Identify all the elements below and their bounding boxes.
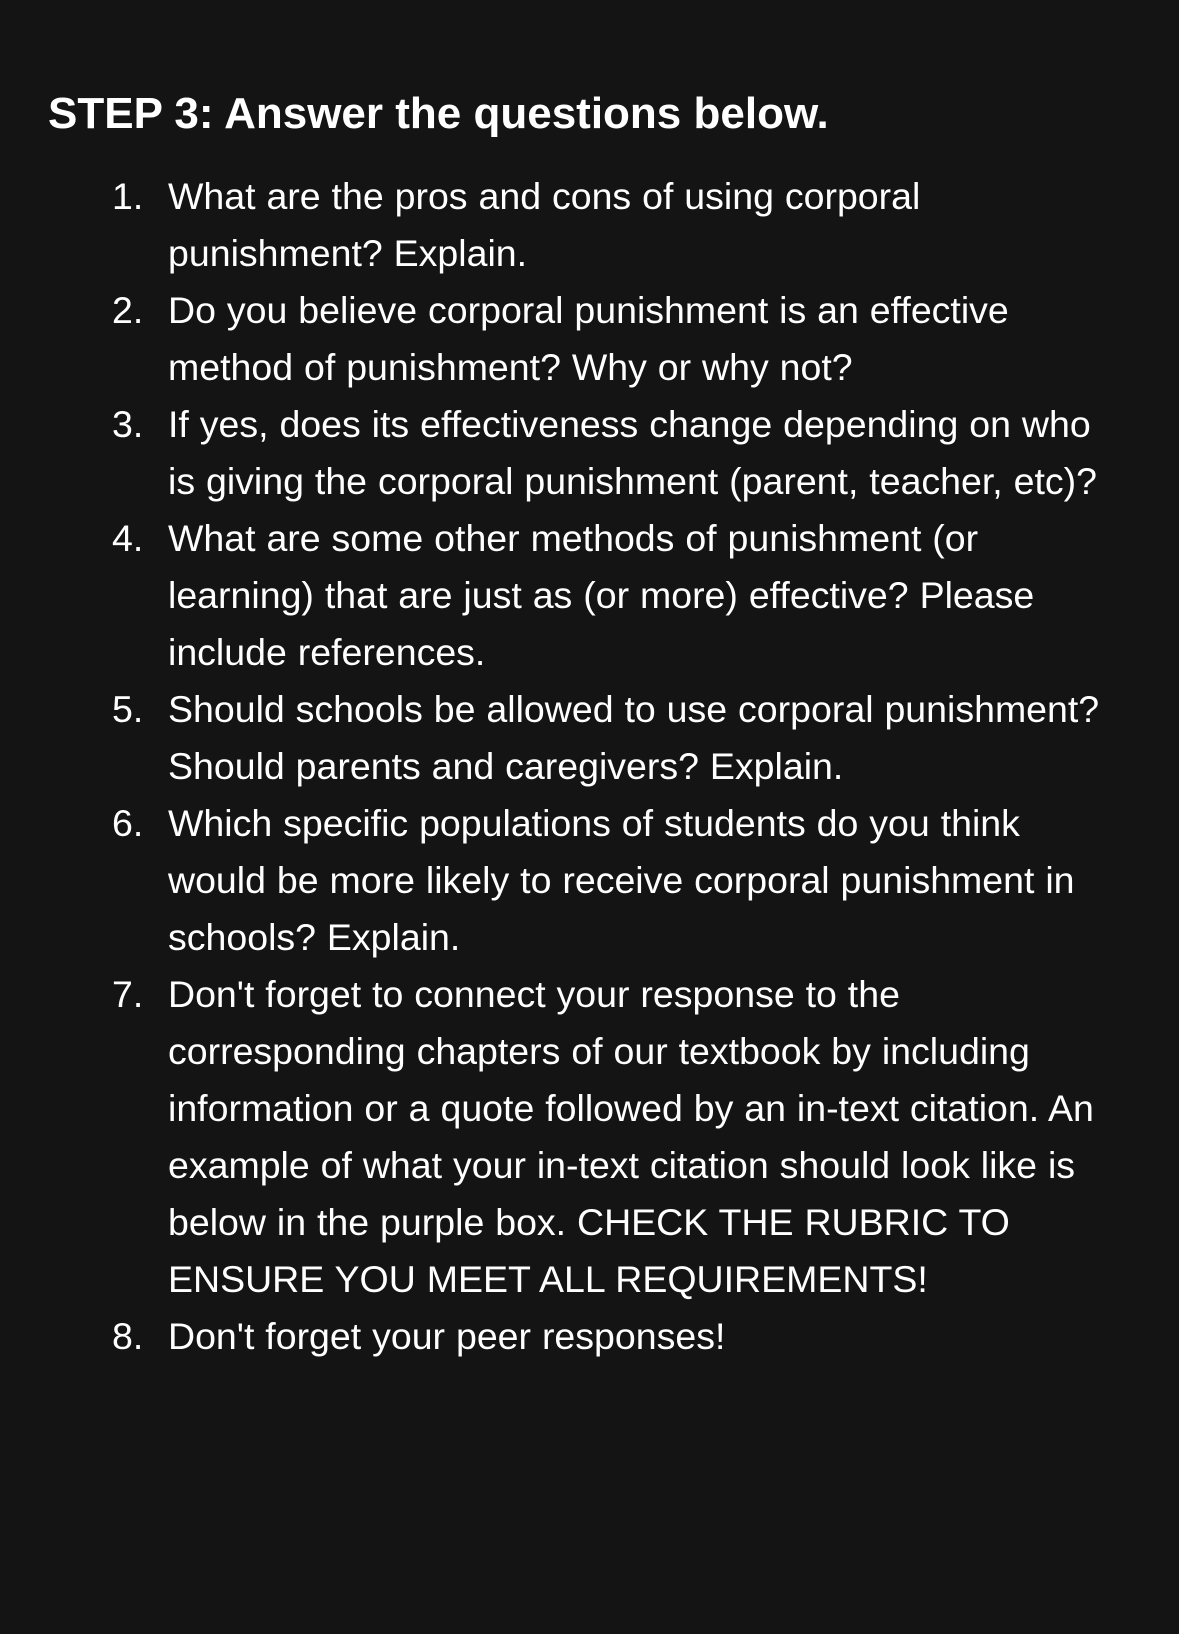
question-number: 2.	[112, 289, 144, 331]
question-item	[0, 282, 1179, 396]
question-number: 7.	[112, 973, 144, 1015]
question-number: 1.	[112, 175, 144, 217]
question-item	[0, 168, 1179, 282]
question-text: If yes, does its effectiveness change depending on who is giving the corporal punishment (parent, teacher, etc)?	[168, 403, 1098, 502]
question-number: 6.	[112, 802, 144, 844]
step-label: STEP 3:	[48, 89, 214, 139]
question-text: Do you believe corporal punishment is an effective method of punishment? Why or why not?	[168, 289, 1009, 388]
question-number: 4.	[112, 517, 144, 559]
question-number: 3.	[112, 403, 144, 445]
question-item	[0, 681, 1179, 795]
question-item	[0, 1308, 1179, 1365]
question-item	[0, 795, 1179, 966]
question-text: Which specific populations of students do you think would be more likely to receive corporal punishment in schools? Explain.	[168, 802, 1075, 958]
questions-list	[0, 168, 1179, 1365]
step-instruction: Answer the questions below.	[224, 89, 829, 139]
question-text: What are some other methods of punishment (or learning) that are just as (or more) effective? Please include references.	[168, 517, 1035, 673]
question-item	[0, 510, 1179, 681]
question-text: Don't forget your peer responses!	[168, 1315, 726, 1357]
question-item	[0, 396, 1179, 510]
question-text: Should schools be allowed to use corporal punishment? Should parents and caregivers? Explain.	[168, 688, 1100, 787]
question-text: What are the pros and cons of using corporal punishment? Explain.	[168, 175, 921, 274]
step-heading	[48, 87, 829, 141]
question-number: 5.	[112, 688, 144, 730]
question-text: Don't forget to connect your response to the corresponding chapters of our textbook by including information or a quote followed by an in-text citation. An example of what your in-text citation should look like is below in the purple box. CHECK THE RUBRIC TO ENSURE YOU MEET ALL REQUIREMENTS!	[168, 973, 1094, 1300]
question-number: 8.	[112, 1315, 144, 1357]
question-item	[0, 966, 1179, 1308]
